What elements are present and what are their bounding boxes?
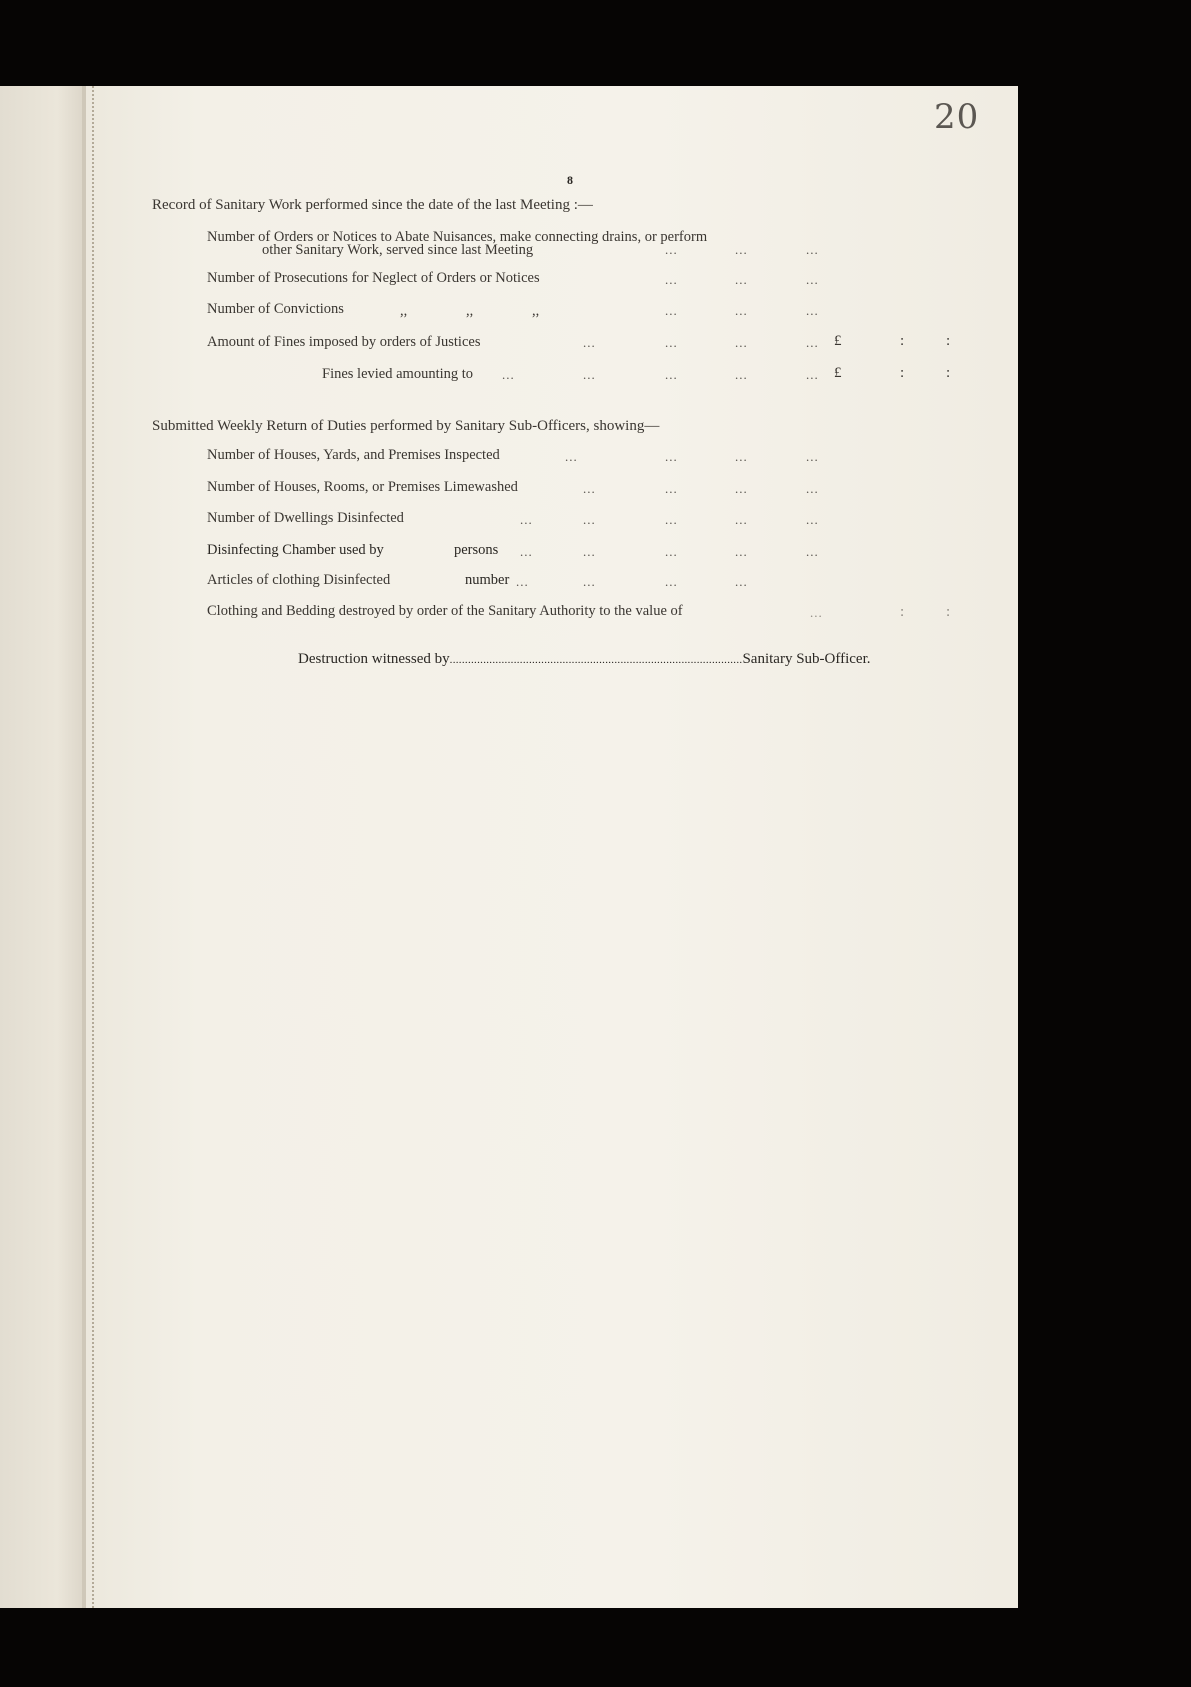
leader-dots: ... <box>583 512 596 527</box>
leader-dots: ... <box>806 449 819 464</box>
leader-dots: ... <box>665 242 678 257</box>
record-item-1-line2: other Sanitary Work, served since last Meeting <box>262 242 534 258</box>
ditto-mark: ,, <box>532 303 540 319</box>
destruction-label: Destruction witnessed by <box>298 651 450 667</box>
leader-dots: ... <box>665 303 678 318</box>
separator-colon: : <box>900 365 905 381</box>
leader-dots: ... <box>735 272 748 287</box>
separator-colon: : <box>946 604 951 620</box>
record-heading: Record of Sanitary Work performed since the date of the last Meeting :— <box>152 197 593 213</box>
leader-dots: ... <box>735 367 748 382</box>
leader-dots: ... <box>583 481 596 496</box>
document-page <box>86 86 1018 1608</box>
weekly-item-4-sub: persons <box>454 542 499 558</box>
separator-colon: : <box>946 365 951 381</box>
record-item-4: Amount of Fines imposed by orders of Justices <box>207 334 481 350</box>
leader-dots: ... <box>806 544 819 559</box>
leader-dots: ... <box>806 481 819 496</box>
leader-dots: ... <box>665 512 678 527</box>
separator-colon: : <box>946 333 951 349</box>
leader-dots: ... <box>735 449 748 464</box>
leader-dots: ... <box>806 335 819 350</box>
leader-dots: ... <box>583 335 596 350</box>
weekly-heading: Submitted Weekly Return of Duties performed by Sanitary Sub-Officers, showing— <box>152 418 660 434</box>
leader-dots: ... <box>583 574 596 589</box>
ditto-mark: ,, <box>466 303 474 319</box>
leader-dots: ... <box>735 544 748 559</box>
leader-dots: ... <box>583 544 596 559</box>
record-item-5: Fines levied amounting to <box>322 366 474 382</box>
binding-stitches <box>92 86 94 1608</box>
leader-dots: ... <box>565 449 578 464</box>
leader-dots: ... <box>516 574 529 589</box>
leader-dots: ... <box>665 481 678 496</box>
leader-dots: ... <box>665 449 678 464</box>
leader-dots: ... <box>520 512 533 527</box>
leader-dots: ... <box>735 574 748 589</box>
signature-line: ................................................................................................ <box>449 654 743 666</box>
record-item-3: Number of Convictions <box>207 301 344 317</box>
leader-dots: ... <box>806 367 819 382</box>
destruction-role: Sanitary Sub-Officer. <box>742 651 871 667</box>
pound-sign: £ <box>834 333 842 349</box>
leader-dots: ... <box>735 242 748 257</box>
leader-dots: ... <box>665 574 678 589</box>
weekly-item-6: Clothing and Bedding destroyed by order of the Sanitary Authority to the value of <box>207 603 683 619</box>
leader-dots: ... <box>520 544 533 559</box>
left-page-edge <box>0 86 82 1608</box>
leader-dots: ... <box>665 335 678 350</box>
weekly-item-2: Number of Houses, Rooms, or Premises Limewashed <box>207 479 518 495</box>
weekly-item-1: Number of Houses, Yards, and Premises Inspected <box>207 447 500 463</box>
pound-sign: £ <box>834 365 842 381</box>
leader-dots: ... <box>806 303 819 318</box>
leader-dots: ... <box>735 303 748 318</box>
weekly-item-5: Articles of clothing Disinfected <box>207 572 391 588</box>
ditto-mark: ,, <box>400 303 408 319</box>
leader-dots: ... <box>735 512 748 527</box>
separator-colon: : <box>900 333 905 349</box>
leader-dots: ... <box>810 605 823 620</box>
leader-dots: ... <box>665 272 678 287</box>
weekly-item-4: Disinfecting Chamber used by <box>207 542 384 558</box>
form-number: 8 <box>567 173 573 187</box>
leader-dots: ... <box>735 481 748 496</box>
record-item-2: Number of Prosecutions for Neglect of Orders or Notices <box>207 270 540 286</box>
weekly-item-3: Number of Dwellings Disinfected <box>207 510 404 526</box>
leader-dots: ... <box>665 544 678 559</box>
record-item-1-line1: Number of Orders or Notices to Abate Nuisances, make connecting drains, or perform <box>207 229 708 245</box>
separator-colon: : <box>900 604 905 620</box>
leader-dots: ... <box>806 272 819 287</box>
page-number: 20 <box>934 97 980 137</box>
leader-dots: ... <box>806 242 819 257</box>
leader-dots: ... <box>665 367 678 382</box>
leader-dots: ... <box>806 512 819 527</box>
weekly-item-5-sub: number <box>465 572 510 588</box>
leader-dots: ... <box>502 367 515 382</box>
leader-dots: ... <box>583 367 596 382</box>
destruction-witnessed <box>298 652 870 667</box>
leader-dots: ... <box>735 335 748 350</box>
